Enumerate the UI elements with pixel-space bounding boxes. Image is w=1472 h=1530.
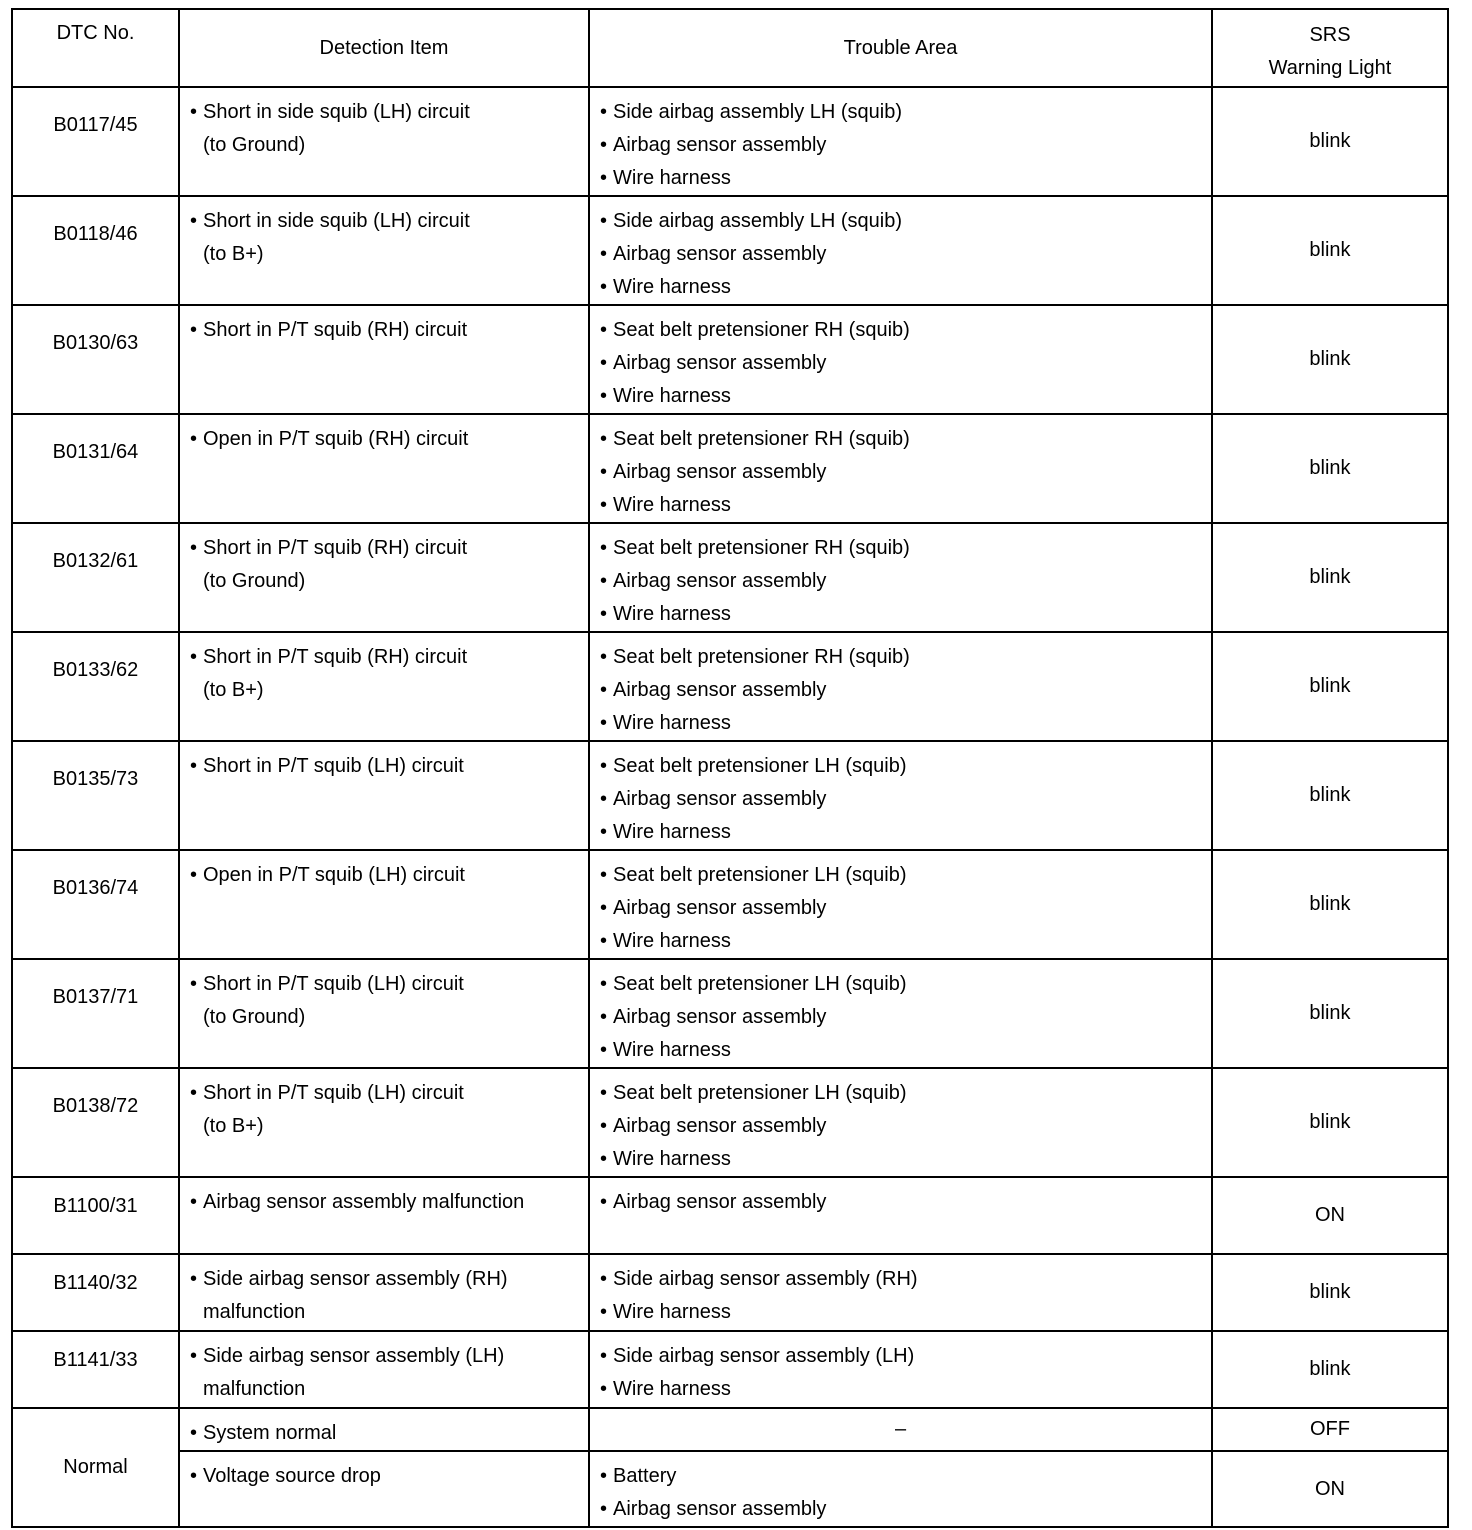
trouble-area-cell <box>589 414 1212 523</box>
table-row <box>12 1068 1448 1177</box>
dtc-table <box>11 8 1449 1528</box>
list-item: • Airbag sensor assembly <box>600 674 1211 707</box>
list-item: • Wire harness <box>600 1296 1211 1329</box>
list-item: • Seat belt pretensioner LH (squib) <box>600 1077 1211 1110</box>
list-item: • Wire harness <box>600 162 1211 195</box>
detection-cell <box>179 632 589 741</box>
detection-cell <box>179 1408 589 1451</box>
list-item: • Airbag sensor assembly <box>600 1186 1211 1219</box>
trouble-area-cell <box>589 1254 1212 1331</box>
table-row <box>12 1177 1448 1254</box>
table-row <box>12 850 1448 959</box>
table-row <box>12 1451 1448 1527</box>
dtc-code: B0132/61 <box>12 523 179 632</box>
list-item: • Airbag sensor assembly <box>600 238 1211 271</box>
detection-cell <box>179 850 589 959</box>
trouble-area-cell: – <box>589 1408 1212 1451</box>
detection-cell <box>179 741 589 850</box>
detection-cell <box>179 959 589 1068</box>
list-item: • Side airbag assembly LH (squib) <box>600 96 1211 129</box>
list-item: • Short in P/T squib (LH) circuit (to B+) <box>190 1077 588 1143</box>
list-item: • Short in P/T squib (LH) circuit (to Ground) <box>190 968 588 1034</box>
trouble-area-cell <box>589 1177 1212 1254</box>
list-item: • Wire harness <box>600 271 1211 304</box>
dtc-code: B0135/73 <box>12 741 179 850</box>
trouble-area-cell <box>589 305 1212 414</box>
detection-cell <box>179 305 589 414</box>
header-trouble: Trouble Area <box>589 9 1212 87</box>
table-row <box>12 1254 1448 1331</box>
list-item: • Airbag sensor assembly <box>600 456 1211 489</box>
list-item: • Short in P/T squib (LH) circuit <box>190 750 588 783</box>
dtc-code: B0118/46 <box>12 196 179 305</box>
list-item: • Airbag sensor assembly <box>600 1110 1211 1143</box>
list-item: • Airbag sensor assembly <box>600 129 1211 162</box>
trouble-area-cell <box>589 741 1212 850</box>
list-item: • Short in side squib (LH) circuit (to Ground) <box>190 96 588 162</box>
list-item: • Wire harness <box>600 1034 1211 1067</box>
table-row <box>12 632 1448 741</box>
list-item: • Airbag sensor assembly <box>600 892 1211 925</box>
dtc-code: B0137/71 <box>12 959 179 1068</box>
header-detection: Detection Item <box>179 9 589 87</box>
srs-warning-light: blink <box>1212 1331 1448 1408</box>
detection-cell <box>179 196 589 305</box>
srs-warning-light: blink <box>1212 305 1448 414</box>
dtc-code: B0131/64 <box>12 414 179 523</box>
list-item: • Short in P/T squib (RH) circuit (to B+) <box>190 641 588 707</box>
header-srs-line1: SRS <box>1309 24 1351 46</box>
header-row <box>12 9 1448 87</box>
table-row <box>12 196 1448 305</box>
header-dtc: DTC No. <box>12 9 179 87</box>
dtc-code-normal: Normal <box>12 1408 179 1527</box>
list-item: • Seat belt pretensioner RH (squib) <box>600 314 1211 347</box>
srs-warning-light: blink <box>1212 1068 1448 1177</box>
srs-warning-light: ON <box>1212 1177 1448 1254</box>
header-srs <box>1212 9 1448 87</box>
list-item: • Voltage source drop <box>190 1460 588 1493</box>
srs-warning-light: blink <box>1212 414 1448 523</box>
trouble-area-cell <box>589 850 1212 959</box>
trouble-area-cell <box>589 1451 1212 1527</box>
list-item: • Short in side squib (LH) circuit (to B+) <box>190 205 588 271</box>
dtc-code: B0130/63 <box>12 305 179 414</box>
list-item: • Side airbag sensor assembly (LH) malfunction <box>190 1340 588 1406</box>
list-item: • Airbag sensor assembly malfunction <box>190 1186 588 1219</box>
dtc-code: B1141/33 <box>12 1331 179 1408</box>
srs-warning-light: blink <box>1212 87 1448 196</box>
detection-cell <box>179 1451 589 1527</box>
srs-warning-light: blink <box>1212 959 1448 1068</box>
list-item: • Seat belt pretensioner LH (squib) <box>600 859 1211 892</box>
dtc-code: B0138/72 <box>12 1068 179 1177</box>
list-item: • System normal <box>190 1417 588 1450</box>
detection-cell <box>179 1177 589 1254</box>
srs-warning-light: OFF <box>1212 1408 1448 1451</box>
detection-cell <box>179 1254 589 1331</box>
list-item: • Wire harness <box>600 380 1211 413</box>
list-item: • Side airbag sensor assembly (LH) <box>600 1340 1211 1373</box>
srs-warning-light: blink <box>1212 741 1448 850</box>
detection-cell <box>179 414 589 523</box>
detection-cell <box>179 1068 589 1177</box>
list-item: • Short in P/T squib (RH) circuit (to Ground) <box>190 532 588 598</box>
list-item: • Wire harness <box>600 598 1211 631</box>
list-item: • Side airbag sensor assembly (RH) <box>600 1263 1211 1296</box>
list-item: • Airbag sensor assembly <box>600 1001 1211 1034</box>
list-item: • Side airbag assembly LH (squib) <box>600 205 1211 238</box>
list-item: • Battery <box>600 1460 1211 1493</box>
detection-cell <box>179 523 589 632</box>
list-item: • Open in P/T squib (LH) circuit <box>190 859 588 892</box>
list-item: • Wire harness <box>600 1373 1211 1406</box>
dtc-code: B1140/32 <box>12 1254 179 1331</box>
trouble-area-cell <box>589 87 1212 196</box>
table-row <box>12 1331 1448 1408</box>
list-item: • Wire harness <box>600 816 1211 849</box>
trouble-area-cell <box>589 1331 1212 1408</box>
list-item: • Airbag sensor assembly <box>600 347 1211 380</box>
detection-cell <box>179 87 589 196</box>
table-body <box>12 87 1448 1527</box>
srs-warning-light: ON <box>1212 1451 1448 1527</box>
list-item: • Open in P/T squib (RH) circuit <box>190 423 588 456</box>
srs-warning-light: blink <box>1212 632 1448 741</box>
table-row <box>12 414 1448 523</box>
list-item: • Seat belt pretensioner RH (squib) <box>600 641 1211 674</box>
list-item: • Short in P/T squib (RH) circuit <box>190 314 588 347</box>
table-row <box>12 87 1448 196</box>
table-row <box>12 1408 1448 1451</box>
table-row <box>12 523 1448 632</box>
header-srs-line2: Warning Light <box>1268 57 1392 79</box>
list-item: • Airbag sensor assembly <box>600 1493 1211 1526</box>
srs-warning-light: blink <box>1212 196 1448 305</box>
table-row <box>12 741 1448 850</box>
list-item: • Seat belt pretensioner RH (squib) <box>600 423 1211 456</box>
list-item: • Airbag sensor assembly <box>600 565 1211 598</box>
list-item: • Seat belt pretensioner LH (squib) <box>600 968 1211 1001</box>
list-item: • Seat belt pretensioner RH (squib) <box>600 532 1211 565</box>
srs-warning-light: blink <box>1212 1254 1448 1331</box>
detection-cell <box>179 1331 589 1408</box>
dtc-code: B0117/45 <box>12 87 179 196</box>
list-item: • Airbag sensor assembly <box>600 783 1211 816</box>
dtc-code: B1100/31 <box>12 1177 179 1254</box>
list-item: • Seat belt pretensioner LH (squib) <box>600 750 1211 783</box>
trouble-area-cell <box>589 959 1212 1068</box>
srs-warning-light: blink <box>1212 850 1448 959</box>
list-item: • Wire harness <box>600 925 1211 958</box>
table-row <box>12 305 1448 414</box>
trouble-area-cell <box>589 632 1212 741</box>
dtc-code: B0136/74 <box>12 850 179 959</box>
trouble-area-cell <box>589 523 1212 632</box>
list-item: • Wire harness <box>600 489 1211 522</box>
table-row <box>12 959 1448 1068</box>
dtc-code: B0133/62 <box>12 632 179 741</box>
list-item: • Wire harness <box>600 707 1211 740</box>
list-item: • Side airbag sensor assembly (RH) malfunction <box>190 1263 588 1329</box>
list-item: • Wire harness <box>600 1143 1211 1176</box>
srs-warning-light: blink <box>1212 523 1448 632</box>
trouble-area-cell <box>589 1068 1212 1177</box>
trouble-area-cell <box>589 196 1212 305</box>
